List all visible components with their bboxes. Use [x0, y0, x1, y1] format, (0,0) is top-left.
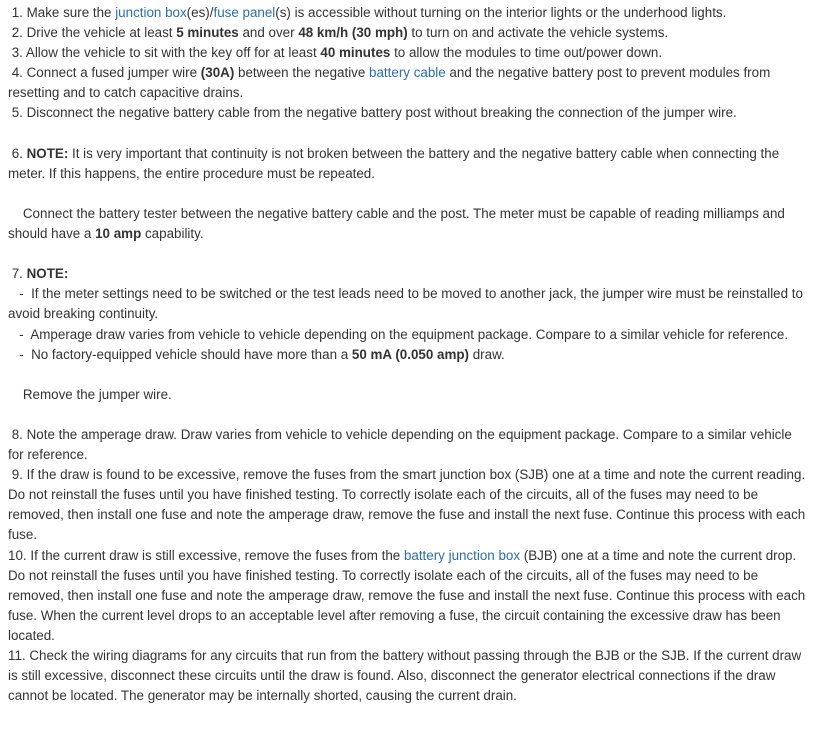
- step-number: 5.: [8, 105, 27, 121]
- emphasis-text: 48 km/h (30 mph): [298, 25, 408, 41]
- step-6-detail: [8, 204, 810, 244]
- step-text: and over: [238, 25, 299, 41]
- emphasis-text: 50 mA (0.050 amp): [351, 346, 470, 362]
- step-3: [8, 43, 810, 63]
- step-7-detail: [8, 385, 810, 405]
- emphasis-text: (30A): [200, 65, 235, 81]
- emphasis-text: 10 amp: [95, 226, 142, 242]
- step-5: [8, 103, 810, 123]
- step-text: and the negative battery post to prevent modules from resetting and to catch capacitive drains.: [8, 65, 774, 101]
- step-6: [8, 144, 810, 184]
- step-text: Drive the vehicle at least: [26, 25, 177, 41]
- step-text: If the draw is found to be excessive, remove the fuses from the smart junction box (SJB) one at a time and note the current reading. Do not reinstall the fuses until you have finished testing. To correctly isolate each of the circuits, all of the fuses may need to be removed, then install one fuse and note the amperage draw, remove the fuse and install the next fuse. Continue this process with each fuse.: [8, 467, 809, 543]
- step-text: If the current draw is still excessive, remove the fuses from the: [30, 547, 404, 563]
- spacer: [8, 244, 810, 264]
- step-text: Allow the vehicle to sit with the key off for at least: [25, 45, 321, 61]
- spacer: [8, 405, 810, 425]
- step-9: [8, 465, 810, 545]
- step-number: 11.: [8, 648, 30, 663]
- fuse-panel-link[interactable]: fuse panel: [213, 5, 276, 20]
- step-text: If the meter settings need to be switched or the test leads need to be moved to another jack, the jumper wire must be reinstalled to avoid breaking continuity.: [8, 286, 807, 322]
- emphasis-text: 40 minutes: [320, 45, 391, 61]
- step-7: [8, 264, 810, 284]
- note-bullet: [8, 345, 810, 365]
- battery-junction-box-link[interactable]: battery junction box: [403, 547, 521, 563]
- step-text: (BJB) one at a time and note the current drop. Do not reinstall the fuses until you have finished testing. To correctly isolate each of the circuits, all of the fuses may need to be removed, then install one fuse and note the amperage draw, remove the fuse and install the next fuse. Continue this process with each fuse. When the current level drops to an acceptable level after removing a fuse, the circuit containing the excessive draw has been located.: [8, 547, 809, 643]
- step-2: [8, 23, 810, 43]
- step-number: 4.: [8, 65, 27, 81]
- step-text: Connect the battery tester between the negative battery cable and the post. The meter must be capable of reading milliamps and should have a: [8, 205, 789, 242]
- step-text: Remove the jumper wire.: [22, 386, 172, 402]
- note-label: NOTE:: [26, 145, 69, 161]
- step-1: [8, 3, 810, 23]
- spacer: [8, 124, 810, 144]
- bullet-dash: -: [8, 286, 32, 302]
- step-text: to allow the modules to time out/power down.: [390, 45, 663, 61]
- spacer: [8, 365, 810, 385]
- step-text: draw.: [469, 346, 505, 362]
- step-text: Make sure the: [26, 5, 116, 20]
- note-bullet: [8, 325, 810, 345]
- step-text: (es)/: [186, 5, 214, 20]
- emphasis-text: 5 minutes: [176, 25, 239, 41]
- step-number: 7.: [8, 266, 27, 282]
- note-label: NOTE:: [26, 266, 69, 282]
- step-11: [8, 646, 810, 706]
- step-text: It is very important that continuity is not broken between the battery and the negative battery cable when connecting the meter. If this happens, the entire procedure must be repeated.: [8, 145, 783, 181]
- step-text: Note the amperage draw. Draw varies from vehicle to vehicle depending on the equipment package. Compare to a similar vehicle for reference.: [8, 426, 796, 463]
- step-10: [8, 546, 810, 646]
- step-number: 2.: [8, 25, 27, 41]
- step-8: [8, 425, 810, 465]
- step-number: 9.: [8, 467, 27, 483]
- step-text: capability.: [141, 226, 204, 242]
- step-text: Disconnect the negative battery cable from the negative battery post without breaking the connection of the jumper wire.: [26, 105, 737, 121]
- step-number: 6.: [8, 145, 27, 161]
- step-text: Connect a fused jumper wire: [26, 65, 201, 81]
- step-text: to turn on and activate the vehicle systems.: [407, 25, 669, 41]
- step-text: Check the wiring diagrams for any circuits that run from the battery without passing through the BJB or the SJB. If the current draw is still excessive, disconnect these circuits until the draw is found. Also, disconnect the generator electrical connections if the draw cannot be located. The generator may be internally shorted, causing the current drain.: [8, 648, 805, 704]
- spacer: [8, 184, 810, 204]
- junction-box-link[interactable]: junction box: [115, 5, 187, 20]
- step-number: 8.: [8, 426, 27, 442]
- step-number: 1.: [8, 5, 27, 20]
- step-number: 3.: [8, 45, 26, 61]
- indent: [8, 387, 23, 402]
- step-text: No factory-equipped vehicle should have more than a: [31, 346, 352, 362]
- bullet-dash: -: [8, 326, 31, 342]
- indent: [8, 206, 23, 221]
- note-bullet: [8, 284, 810, 324]
- step-text: (s) is accessible without turning on the interior lights or the underhood lights.: [275, 5, 727, 20]
- step-4: [8, 63, 810, 103]
- step-number: 10.: [8, 547, 31, 563]
- battery-cable-link[interactable]: battery cable: [369, 65, 446, 81]
- step-text: Amperage draw varies from vehicle to vehicle depending on the equipment package. Compare to a similar vehicle for reference.: [30, 326, 789, 342]
- step-text: between the negative: [234, 65, 370, 81]
- bullet-dash: -: [8, 346, 32, 362]
